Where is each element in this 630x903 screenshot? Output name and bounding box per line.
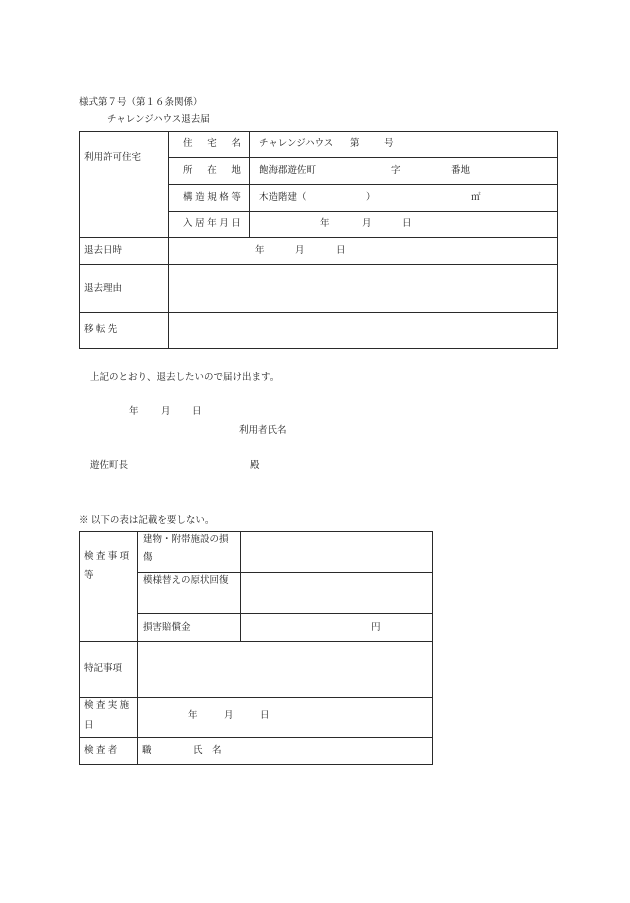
structure-label-cell bbox=[168, 184, 250, 212]
inspection-date-value-cell bbox=[137, 697, 433, 738]
remarks-value-cell bbox=[137, 641, 433, 698]
compensation-label: 損害賠償金 bbox=[143, 623, 191, 633]
move-out-month: 月 bbox=[295, 246, 305, 256]
move-in-year: 年 bbox=[320, 219, 330, 229]
move-out-date-label: 退去日時 bbox=[84, 246, 123, 256]
damage-label-line: 建物・附帯施設の損 bbox=[143, 535, 229, 545]
office-use-note: ※ 以下の表は記載を要しない。 bbox=[79, 516, 215, 526]
move-out-notice-table bbox=[79, 131, 558, 349]
compensation-value-cell bbox=[240, 613, 433, 642]
restoration-label: 模様替えの原状回復 bbox=[143, 576, 229, 586]
new-address-label-cell bbox=[79, 312, 169, 349]
inspection-date-label-line: 検 査 実 施 bbox=[84, 701, 130, 711]
submission-year: 年 bbox=[129, 407, 139, 417]
permit-housing-label: 利用許可住宅 bbox=[84, 153, 142, 163]
move-in-day: 日 bbox=[402, 219, 412, 229]
damage-label-line: 傷 bbox=[143, 553, 153, 563]
structure-type-open: 木造階建（ bbox=[259, 193, 307, 203]
inspection-date-label-cell bbox=[79, 697, 138, 738]
permit-housing-cell bbox=[79, 131, 169, 238]
inspector-value-cell bbox=[137, 737, 433, 765]
structure-type-close: ） bbox=[366, 193, 376, 203]
housing-name-value-cell bbox=[249, 131, 558, 158]
inspection-table bbox=[79, 531, 433, 765]
reason-label: 退去理由 bbox=[84, 284, 123, 294]
submission-month: 月 bbox=[161, 407, 171, 417]
location-label: 所 在 地 bbox=[183, 166, 244, 176]
new-address-label: 移 転 先 bbox=[84, 325, 118, 335]
damage-value-cell bbox=[240, 531, 433, 573]
form-number: 様式第７号（第１６条関係） bbox=[79, 98, 203, 108]
addressee-title: 遊佐町長 bbox=[90, 461, 129, 471]
structure-value-cell bbox=[249, 184, 558, 212]
move-out-date-value-cell bbox=[168, 237, 558, 265]
addressee-honorific: 殿 bbox=[250, 461, 260, 471]
location-town: 飽海郡遊佐町 bbox=[259, 166, 317, 176]
structure-label: 構造規格等 bbox=[183, 193, 244, 203]
submission-day: 日 bbox=[192, 407, 202, 417]
housing-name-house: チャレンジハウス bbox=[259, 139, 334, 149]
move-out-day: 日 bbox=[336, 246, 346, 256]
move-in-date-label: 入居年月日 bbox=[183, 219, 244, 229]
location-value-cell bbox=[249, 157, 558, 185]
reason-value-cell bbox=[168, 264, 558, 313]
move-in-month: 月 bbox=[362, 219, 372, 229]
form-title: チャレンジハウス退去届 bbox=[107, 115, 210, 125]
reason-label-cell bbox=[79, 264, 169, 313]
inspection-items-label-cell bbox=[79, 531, 138, 642]
location-banchi: 番地 bbox=[451, 166, 471, 176]
location-aza: 字 bbox=[391, 166, 401, 176]
inspection-month: 月 bbox=[224, 711, 234, 721]
restoration-label-cell bbox=[137, 572, 241, 614]
compensation-label-cell bbox=[137, 613, 241, 642]
inspector-label: 検 査 者 bbox=[84, 746, 118, 756]
housing-number-prefix: 第 bbox=[350, 139, 360, 149]
location-label-cell bbox=[168, 157, 250, 185]
remarks-label: 特記事項 bbox=[84, 664, 123, 674]
declaration-text: 上記のとおり、退去したいので届け出ます。 bbox=[90, 373, 280, 383]
inspection-year: 年 bbox=[188, 711, 198, 721]
move-out-date-label-cell bbox=[79, 237, 169, 265]
move-in-date-value-cell bbox=[249, 211, 558, 238]
structure-area-unit: ㎡ bbox=[471, 193, 481, 203]
inspection-day: 日 bbox=[260, 711, 270, 721]
damage-label-cell bbox=[137, 531, 241, 573]
move-out-year: 年 bbox=[255, 246, 265, 256]
move-in-date-label-cell bbox=[168, 211, 250, 238]
restoration-value-cell bbox=[240, 572, 433, 614]
remarks-label-cell bbox=[79, 641, 138, 698]
housing-number-suffix: 号 bbox=[384, 139, 394, 149]
inspection-items-label-line: 検 査 事 項 bbox=[84, 552, 130, 562]
inspection-date-label-line: 日 bbox=[84, 721, 94, 731]
compensation-unit: 円 bbox=[371, 623, 381, 633]
new-address-value-cell bbox=[168, 312, 558, 349]
inspector-position: 職 bbox=[142, 746, 152, 756]
inspection-items-label-line: 等 bbox=[84, 571, 94, 581]
inspector-name: 氏 名 bbox=[193, 746, 222, 756]
inspector-label-cell bbox=[79, 737, 138, 765]
applicant-name-label: 利用者氏名 bbox=[239, 426, 287, 436]
housing-name-label-cell bbox=[168, 131, 250, 158]
housing-name-label: 住 宅 名 bbox=[183, 139, 244, 149]
